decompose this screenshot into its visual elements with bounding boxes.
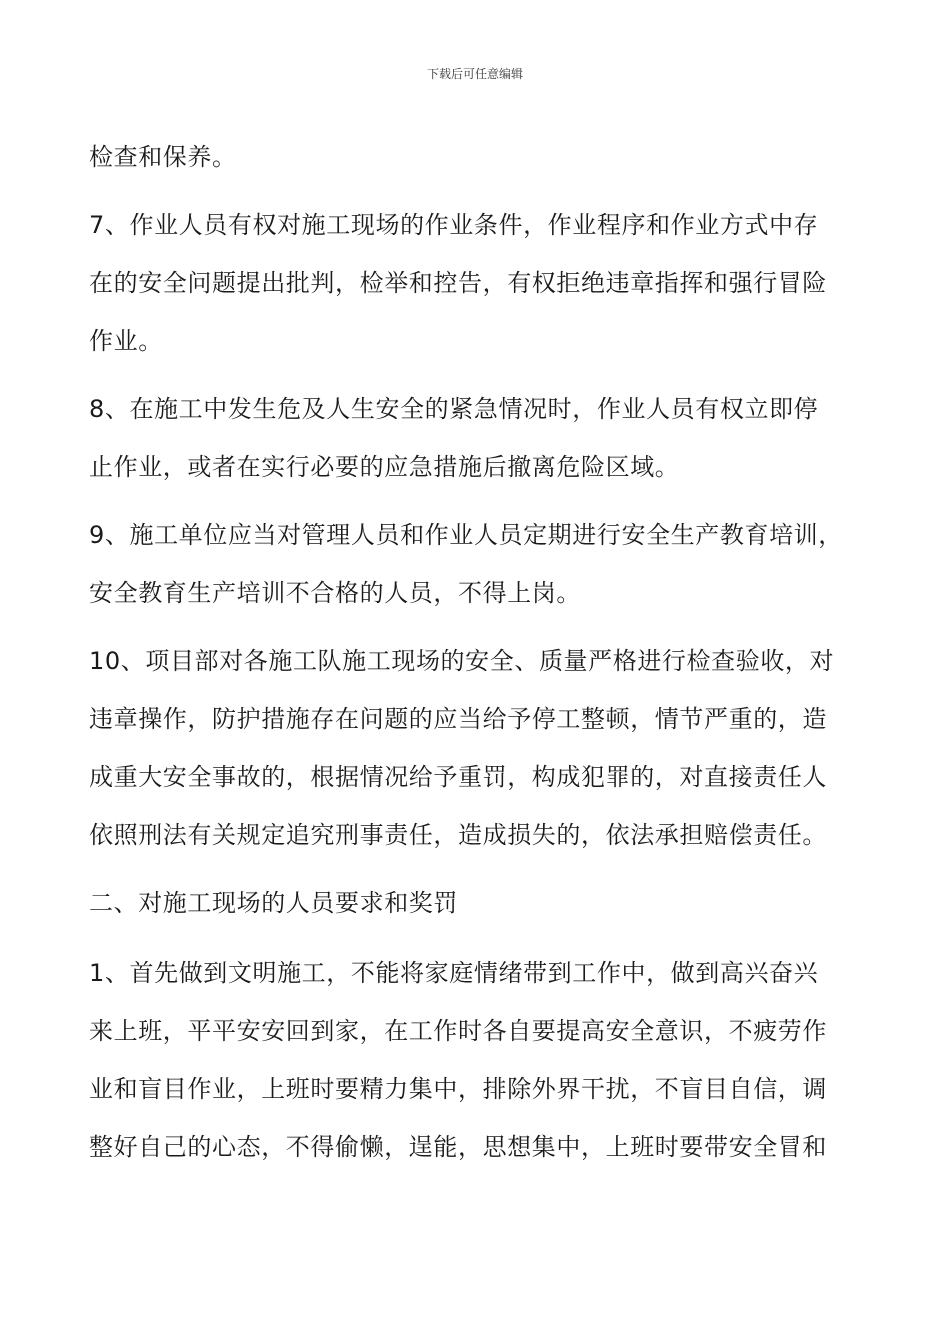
text-line: 1、首先做到文明施工，不能将家庭情绪带到工作中，做到高兴奋兴 (89, 959, 819, 987)
section-heading (89, 874, 869, 932)
text-line: 二、对施工现场的人员要求和奖罚 (89, 889, 458, 917)
text-line: 在的安全问题提出批判，检举和控告，有权拒绝违章指挥和强行冒险 (89, 269, 827, 297)
text-line: 业和盲目作业，上班时要精力集中，排除外界干扰，不盲目自信，调 (89, 1075, 827, 1103)
document-body (89, 128, 869, 1176)
text-line: 成重大安全事故的，根据情况给予重罚，构成犯罪的，对直接责任人 (89, 763, 827, 791)
paragraph-item-8 (89, 380, 869, 496)
text-line: 作业。 (89, 327, 163, 355)
text-line: 7、作业人员有权对施工现场的作业条件，作业程序和作业方式中存 (89, 211, 819, 239)
text-line: 依照刑法有关规定追究刑事责任，造成损失的，依法承担赔偿责任。 (89, 821, 827, 849)
text-line: 10、项目部对各施工队施工现场的安全、质量严格进行检查验收，对 (89, 647, 835, 675)
text-line: 8、在施工中发生危及人生安全的紧急情况时，作业人员有权立即停 (89, 395, 819, 423)
paragraph-item-9 (89, 506, 869, 622)
paragraph-1 (89, 128, 869, 186)
paragraph-item-1 (89, 944, 869, 1176)
text-line: 安全教育生产培训不合格的人员，不得上岗。 (89, 579, 581, 607)
paragraph-item-10 (89, 632, 869, 864)
text-line: 违章操作，防护措施存在问题的应当给予停工整顿，情节严重的，造 (89, 705, 827, 733)
text-line: 止作业，或者在实行必要的应急措施后撤离危险区域。 (89, 453, 680, 481)
text-line: 检查和保养。 (89, 143, 237, 171)
page-header: 下载后可任意编辑 (426, 67, 523, 81)
paragraph-item-7 (89, 196, 869, 370)
text-line: 整好自己的心态，不得偷懒，逞能，思想集中，上班时要带安全冒和 (89, 1133, 827, 1161)
text-line: 来上班，平平安安回到家，在工作时各自要提高安全意识，不疲劳作 (89, 1017, 827, 1045)
text-line: 9、施工单位应当对管理人员和作业人员定期进行安全生产教育培训， (89, 521, 843, 549)
